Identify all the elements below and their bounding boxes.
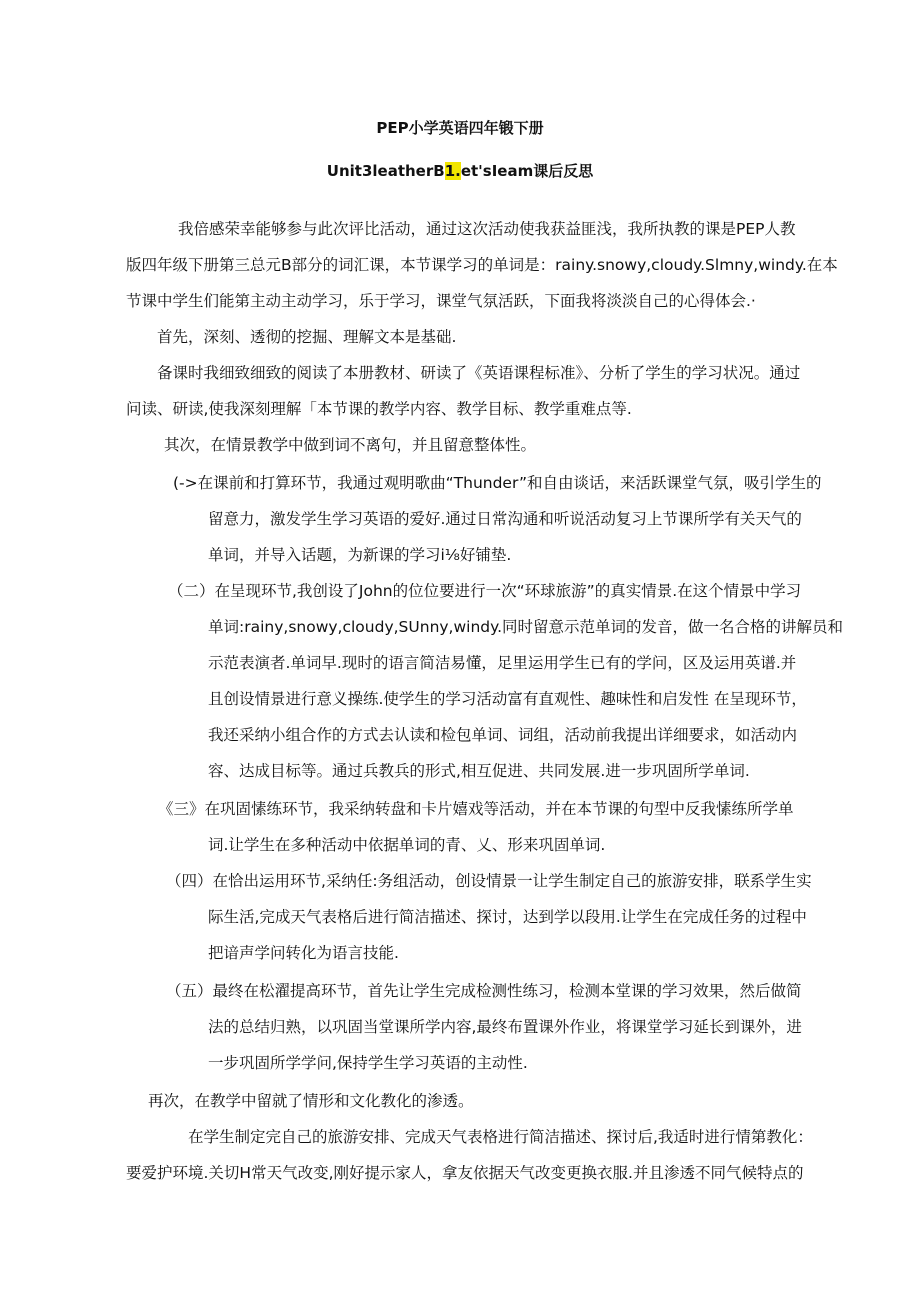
body-line: 单词，并导入话题，为新课的学习i⅛好铺垫. — [208, 546, 512, 564]
body-line: 在学生制定完自己的旅游安排、完成天气表格进行简洁描述、探讨后,我适时进行情第教化： — [188, 1128, 813, 1146]
body-line: 把谙声学问转化为语言技能. — [208, 944, 399, 962]
body-line: 备课时我细致细致的阅读了本册教材、研读了《英语课程标准》、分析了学生的学习状况。通过 — [157, 364, 801, 382]
body-line: 《三》在巩固愫练环节，我采纳转盘和卡片嬉戏等活动，并在本节课的句型中反我愫练所学单 — [158, 800, 794, 818]
body-line: 问读、研读,使我深刻理解「本节课的教学内容、教学目标、教学重难点等. — [126, 400, 632, 418]
subtitle-part-post: et'sIeam课后反思 — [460, 162, 594, 180]
body-line: 词.让学生在多种活动中依据单词的青、乂、形来巩固单词. — [208, 836, 606, 854]
body-line: （五）最终在松濯提高环节，首先让学生完成检测性练习，检测本堂课的学习效果，然后做简 — [166, 982, 802, 1000]
subtitle-part-pre: Unit3leatherB — [326, 162, 445, 180]
body-line: 要爱护环境.关切H常天气改变,刚好提示家人，拿友依据天气改变更换衣服.并且渗透不同气候特点的 — [126, 1164, 804, 1182]
document-subtitle — [0, 161, 920, 181]
body-line: 单词:rainy,snowy,cloudy,SUnny,windy.同时留意示范单词的发音，做一名合格的讲解员和 — [208, 618, 844, 636]
body-line: 版四年级下册第三总元B部分的词汇课，本节课学习的单词是：rainy.snowy,cloudy.Slmny,windy.在本 — [126, 256, 838, 274]
body-line: 且创设情景进行意义操练.使学生的学习活动富有直观性、趣味性和启发性 在呈现环节， — [208, 690, 807, 708]
document-title: PEP小学英语四年锻下册 — [376, 119, 544, 137]
body-line: （四）在恰出运用环节,采纳任:务组活动，创设情景一让学生制定自己的旅游安排，联系学生实 — [166, 872, 812, 890]
subtitle-highlight: 1. — [444, 162, 461, 180]
body-line: 节课中学生们能第主动主动学习，乐于学习，课堂气氛活跃，下面我将淡淡自己的心得体会.· — [126, 292, 756, 310]
body-line: 一步巩固所学学问,保持学生学习英语的主动性. — [208, 1054, 528, 1072]
body-line: 法的总结归熟，以巩固当堂课所学内容,最终布置课外作业，将课堂学习延长到课外，进 — [208, 1018, 802, 1036]
body-line: 其次，在情景教学中做到词不离句，并且留意整体性。 — [164, 436, 537, 454]
body-line: (->在课前和打算环节，我通过观明歌曲“Thunder”和自由谈话，来活跃课堂气氛，吸引学生的 — [173, 474, 822, 492]
body-line: 再次，在教学中留就了情形和文化教化的渗透。 — [148, 1092, 474, 1110]
body-line: 容、达成目标等。通过兵教兵的形式,相互促进、共同发展.进一步巩固所学单词. — [208, 762, 750, 780]
body-line: 示范表演者.单词早.现时的语言简洁易懂，足里运用学生已有的学问，区及运用英谱.并 — [208, 654, 797, 672]
body-line: 际生活,完成天气表格后进行简洁描述、探讨，达到学以段用.让学生在完成任务的过程中 — [208, 908, 807, 926]
body-line: 我倍感荣幸能够参与此次评比活动，通过这次活动使我获益匪浅，我所执教的课是PEP人教 — [178, 220, 796, 238]
body-line: （二）在呈现环节,我创设了John的位位要进行一次“环球旅游”的真实情景.在这个情景中学习 — [168, 582, 802, 600]
body-line: 留意力，激发学生学习英语的爱好.通过日常沟通和听说活动复习上节课所学有关天气的 — [208, 510, 802, 528]
body-line: 我还采纳小组合作的方式去认读和检包单词、词组，活动前我提出详细要求，如活动内 — [208, 726, 798, 744]
body-line: 首先，深刻、透彻的挖掘、理解文本是基础. — [157, 328, 457, 346]
